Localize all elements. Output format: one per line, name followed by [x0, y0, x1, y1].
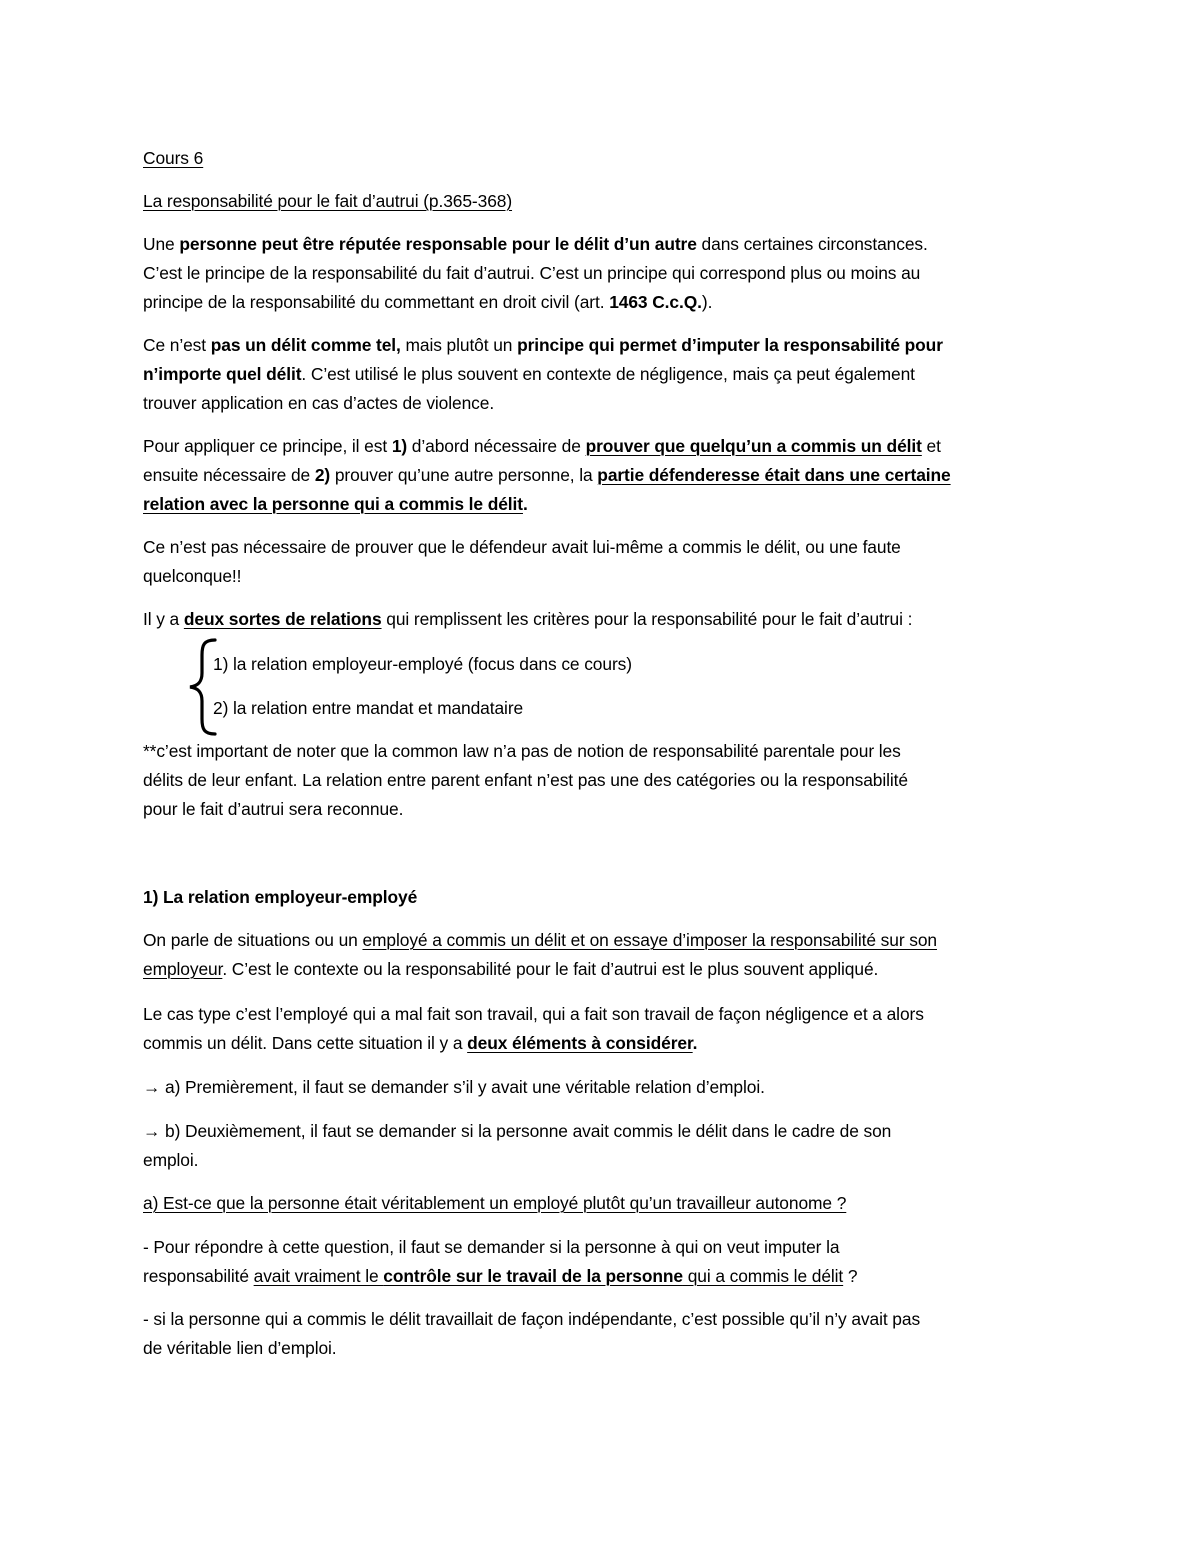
paragraph-line: principe de la responsabilité du commettant en droit civil (art. 1463 C.c.Q.). — [143, 292, 713, 312]
list-item: 1) la relation employeur-employé (focus dans ce cours) — [213, 654, 632, 674]
section-title: La responsabilité pour le fait d’autrui (p.365-368) — [143, 191, 513, 211]
course-label: Cours 6 — [143, 148, 204, 168]
paragraph-line: → a) Premièrement, il faut se demander s’il y avait une véritable relation d’emploi. — [143, 1077, 765, 1097]
paragraph-line: → b) Deuxièmement, il faut se demander si la personne avait commis le délit dans le cadre de son — [143, 1121, 892, 1141]
paragraph-line: délits de leur enfant. La relation entre parent enfant n’est pas une des catégories ou la responsabilité — [143, 770, 908, 790]
paragraph-line: C’est le principe de la responsabilité du fait d’autrui. C’est un principe qui correspond plus ou moins au — [143, 263, 921, 283]
paragraph-line: ensuite nécessaire de 2) prouver qu’une autre personne, la partie défenderesse était dans une certaine — [143, 465, 951, 485]
paragraph-line: Le cas type c’est l’employé qui a mal fait son travail, qui a fait son travail de façon négligence et a alors — [143, 1004, 924, 1024]
paragraph-line: pour le fait d’autrui sera reconnue. — [143, 799, 404, 819]
paragraph-line: commis un délit. Dans cette situation il y a deux éléments à considérer. — [143, 1033, 698, 1053]
subsection-question: a) Est-ce que la personne était véritablement un employé plutôt qu’un travailleur autonome ? — [143, 1193, 847, 1213]
paragraph-line: n’importe quel délit. C’est utilisé le plus souvent en contexte de négligence, mais ça peut également — [143, 364, 915, 384]
paragraph-line: de véritable lien d’emploi. — [143, 1338, 337, 1358]
paragraph-line: Pour appliquer ce principe, il est 1) d’abord nécessaire de prouver que quelqu’un a commis un délit et — [143, 436, 941, 456]
paragraph-line: employeur. C’est le contexte ou la responsabilité pour le fait d’autrui est le plus souvent appliqué. — [143, 959, 879, 979]
paragraph-line: Une personne peut être réputée responsable pour le délit d’un autre dans certaines circonstances. — [143, 234, 928, 254]
list-item: 2) la relation entre mandat et mandataire — [213, 698, 524, 718]
paragraph-line: - si la personne qui a commis le délit travaillait de façon indépendante, c’est possible qu’il n’y avait pas — [143, 1309, 921, 1329]
arrow-right-icon: → — [143, 1121, 161, 1141]
paragraph-line: relation avec la personne qui a commis le délit. — [143, 494, 528, 514]
paragraph-line: **c’est important de noter que la common law n’a pas de notion de responsabilité parentale pour les — [143, 741, 901, 761]
paragraph-line: quelconque!! — [143, 566, 242, 586]
paragraph-line: responsabilité avait vraiment le contrôle sur le travail de la personne qui a commis le délit ? — [143, 1266, 858, 1286]
paragraph-line: trouver application en cas d’actes de violence. — [143, 393, 495, 413]
paragraph-line: emploi. — [143, 1150, 199, 1170]
paragraph-line: Il y a deux sortes de relations qui remplissent les critères pour la responsabilité pour le fait d’autrui : — [143, 609, 913, 629]
curly-brace-icon — [182, 637, 222, 737]
paragraph-line: Ce n’est pas nécessaire de prouver que le défendeur avait lui-même a commis le délit, ou une faute — [143, 537, 901, 557]
arrow-right-icon: → — [143, 1077, 161, 1097]
paragraph-line: - Pour répondre à cette question, il faut se demander si la personne à qui on veut imputer la — [143, 1237, 840, 1257]
paragraph-line: On parle de situations ou un employé a commis un délit et on essaye d’imposer la responsabilité sur son — [143, 930, 937, 950]
section-heading: 1) La relation employeur-employé — [143, 887, 418, 907]
paragraph-line: Ce n’est pas un délit comme tel, mais plutôt un principe qui permet d’imputer la responsabilité pour — [143, 335, 943, 355]
